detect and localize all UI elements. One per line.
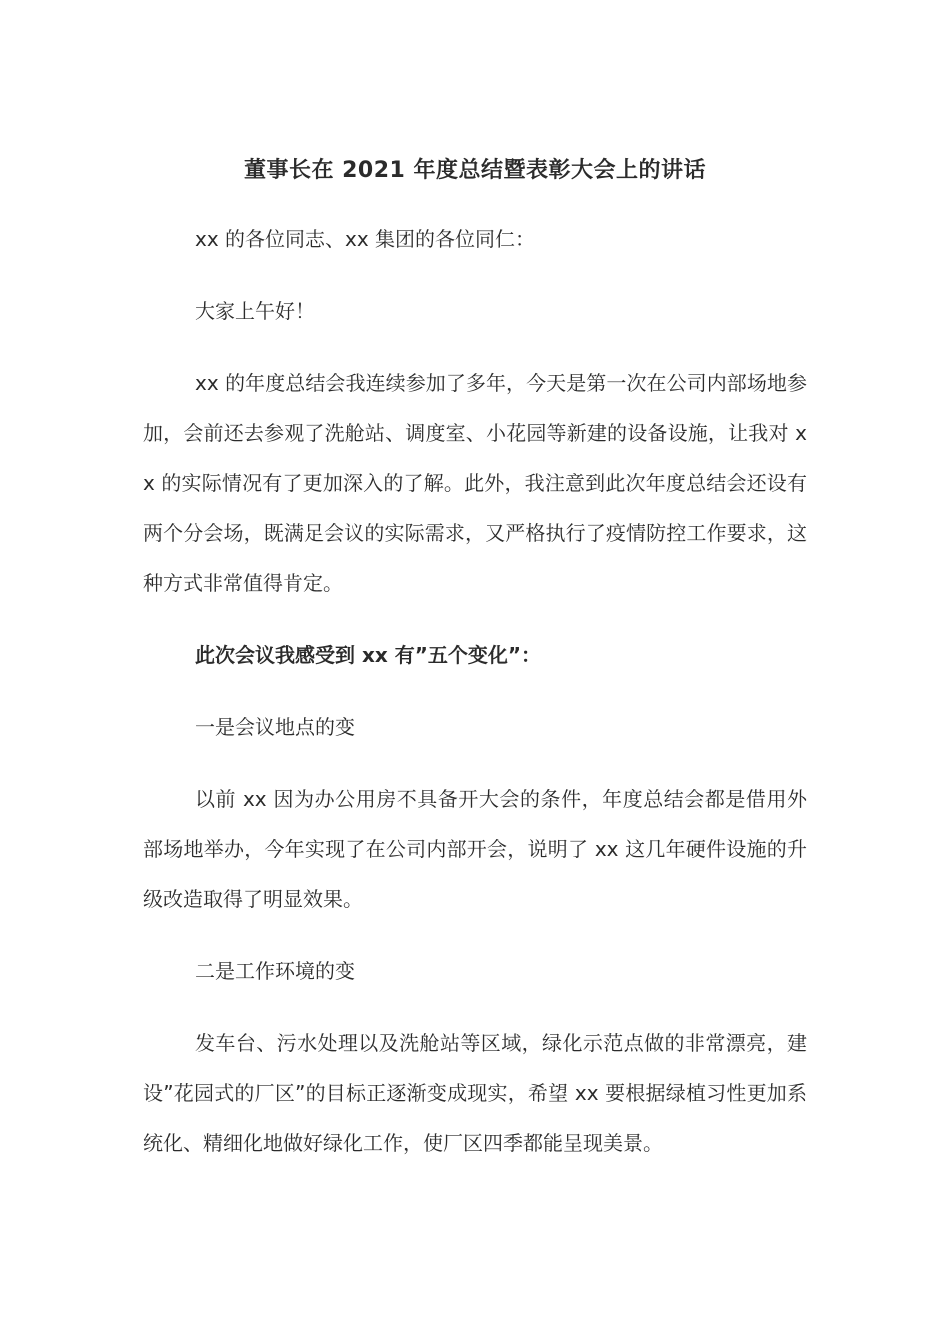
paragraph-venue: 以前 xx 因为办公用房不具备开大会的条件，年度总结会都是借用外部场地举办，今年实现了在公司内部开会，说明了 xx 这几年硬件设施的升级改造取得了明显效果。: [143, 787, 807, 911]
salutation: xx 的各位同志、xx 集团的各位同仁：: [195, 227, 536, 251]
document-page: [143, 150, 807, 1168]
greeting: 大家上午好！: [195, 299, 315, 323]
paragraph-environment: 发车台、污水处理以及洗舱站等区域，绿化示范点做的非常漂亮，建设”花园式的厂区”的目标正逐渐变成现实，希望 xx 要根据绿植习性更加系统化、精细化地做好绿化工作，使厂区四季都能呈现美景。: [143, 1031, 807, 1155]
subheading-venue-change: 一是会议地点的变: [195, 715, 355, 739]
paragraph-intro: xx 的年度总结会我连续参加了多年，今天是第一次在公司内部场地参加，会前还去参观了洗舱站、调度室、小花园等新建的设备设施，让我对 xx 的实际情况有了更加深入的了解。此外，我注意到此次年度总结会还设有两个分会场，既满足会议的实际需求，又严格执行了疫情防控工作要求，这种方式非常值得肯定。: [143, 371, 807, 595]
section-heading-five-changes: 此次会议我感受到 xx 有”五个变化”：: [195, 643, 542, 667]
subheading-environment-change: 二是工作环境的变: [195, 959, 355, 983]
document-title: 董事长在 2021 年度总结暨表彰大会上的讲话: [243, 158, 707, 183]
